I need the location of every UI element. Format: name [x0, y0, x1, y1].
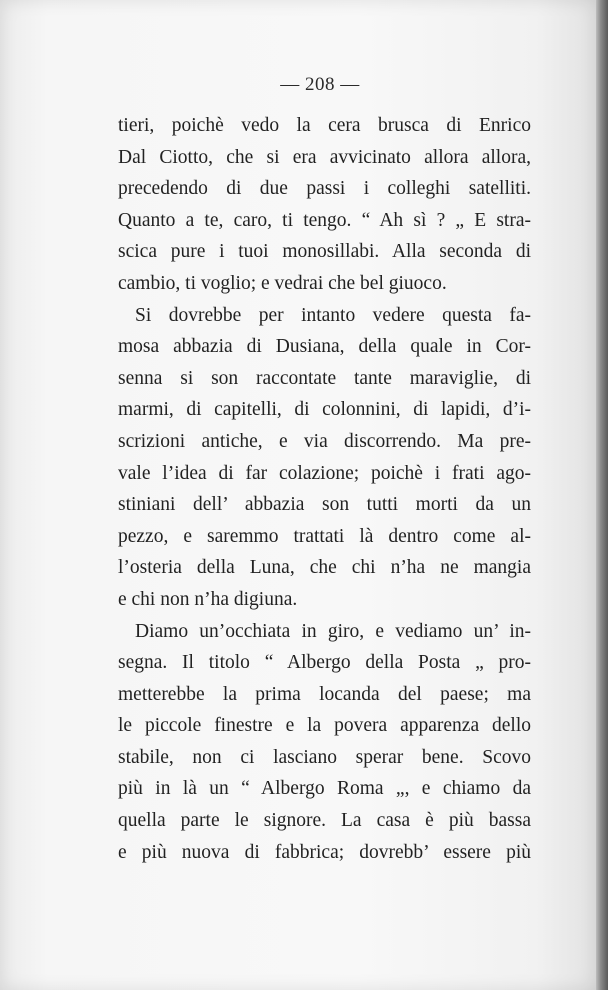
- text-line: le piccole finestre e la povera apparenza dello: [118, 715, 531, 737]
- text-line: senna si son raccontate tante maraviglie, di: [118, 367, 531, 389]
- page-edge-shadow: [596, 0, 608, 990]
- text-line: e più nuova di fabbrica; dovrebb’ essere più: [118, 841, 531, 863]
- paragraph-1: [118, 110, 531, 300]
- text-line: scrizioni antiche, e via discorrendo. Ma pre-: [118, 430, 531, 452]
- text-line: quella parte le signore. La casa è più bassa: [118, 810, 531, 832]
- text-line: precedendo di due passi i colleghi satelliti.: [118, 178, 531, 200]
- text-line: pezzo, e saremmo trattati là dentro come al-: [118, 525, 531, 547]
- text-line: e chi non n’ha digiuna.: [118, 588, 298, 610]
- text-line: metterebbe la prima locanda del paese; ma: [118, 683, 531, 705]
- text-line: stabile, non ci lasciano sperar bene. Scovo: [118, 746, 531, 768]
- text-line: più in là un “ Albergo Roma „, e chiamo da: [118, 778, 531, 800]
- text-line: vale l’idea di far colazione; poichè i frati ago-: [118, 462, 531, 484]
- text-line: Si dovrebbe per intanto vedere questa fa-: [135, 304, 531, 326]
- text-line: segna. Il titolo “ Albergo della Posta „ pro-: [118, 652, 531, 674]
- page-number: — 208 —: [280, 74, 360, 95]
- paragraph-2: [118, 300, 531, 616]
- text-line: mosa abbazia di Dusiana, della quale in Cor-: [118, 336, 531, 358]
- text-line: Dal Ciotto, che si era avvicinato allora allora,: [118, 146, 531, 168]
- text-line: Diamo un’occhiata in giro, e vediamo un’ in-: [135, 620, 531, 642]
- text-line: stiniani dell’ abbazia son tutti morti da un: [118, 494, 531, 516]
- body-text: [118, 110, 531, 868]
- text-line: marmi, di capitelli, di colonnini, di lapidi, d’i-: [118, 399, 531, 421]
- text-line: Quanto a te, caro, ti tengo. “ Ah sì ? „ E stra-: [118, 209, 531, 231]
- paragraph-3: [118, 616, 531, 869]
- text-line: cambio, ti voglio; e vedrai che bel giuoco.: [118, 272, 447, 294]
- text-line: tieri, poichè vedo la cera brusca di Enrico: [118, 115, 531, 136]
- text-line: l’osteria della Luna, che chi n’ha ne mangia: [118, 557, 531, 579]
- text-line: scica pure i tuoi monosillabi. Alla seconda di: [118, 241, 531, 263]
